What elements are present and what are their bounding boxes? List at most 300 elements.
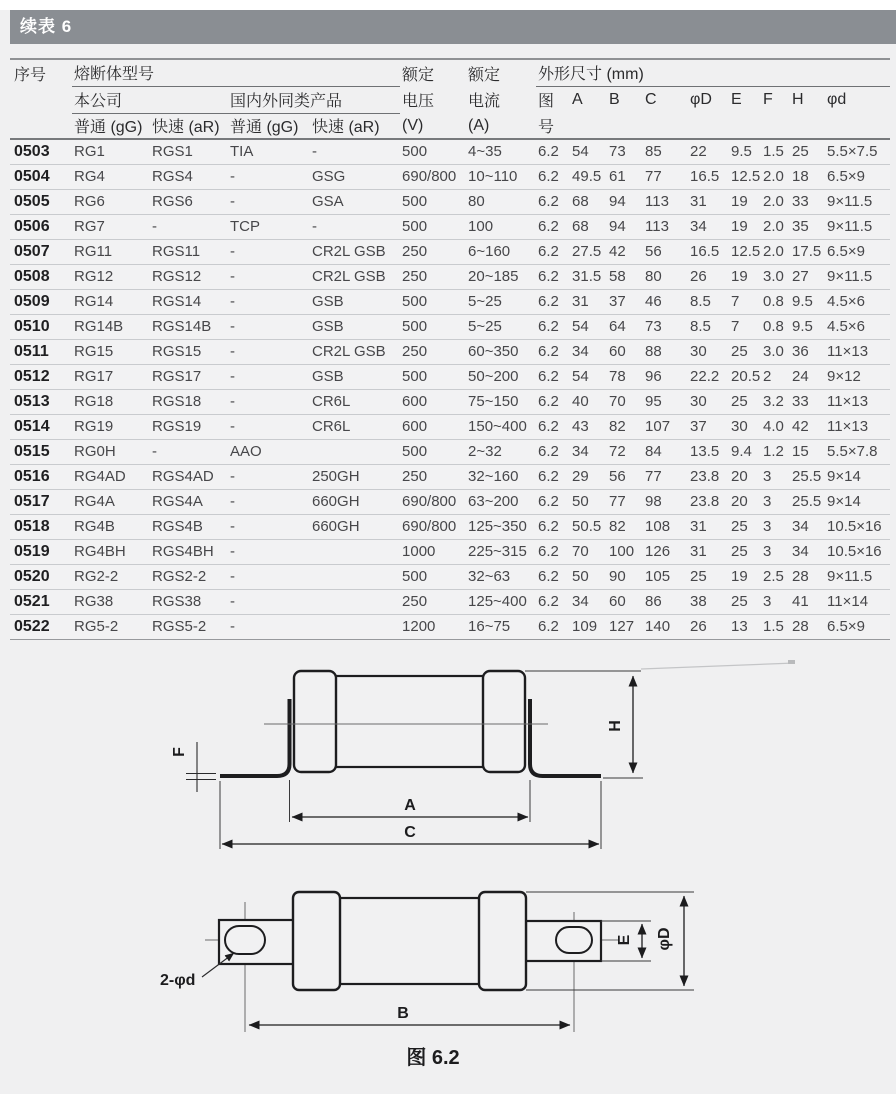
col-header-model-group: 熔断体型号 — [72, 59, 400, 86]
col-header-dim-F: F — [763, 90, 773, 108]
cell-dim-A: 40 — [570, 389, 607, 414]
dim-label-B: B — [397, 1004, 409, 1022]
cell-company-gg: RG1 — [72, 139, 150, 164]
fuse-right-cap-top — [479, 892, 526, 990]
cell-rated-voltage: 250 — [400, 339, 466, 364]
cell-dim-C: 80 — [643, 264, 688, 289]
cell-dim-B: 37 — [607, 289, 643, 314]
cell-serial: 0514 — [10, 414, 72, 439]
cell-dim-B: 100 — [607, 539, 643, 564]
cell-similar-ar: CR2L GSB — [310, 339, 400, 364]
cell-dim-B: 60 — [607, 589, 643, 614]
cell-similar-ar: GSG — [310, 164, 400, 189]
col-header-similar-products: 国内外同类产品 — [228, 86, 400, 113]
cell-rated-current: 5~25 — [466, 314, 536, 339]
cell-dim-phid: 11×13 — [825, 389, 890, 414]
cell-dim-F: 3 — [761, 539, 790, 564]
cell-rated-voltage: 690/800 — [400, 514, 466, 539]
cell-serial: 0507 — [10, 239, 72, 264]
cell-company-gg: RG14B — [72, 314, 150, 339]
cell-rated-current: 2~32 — [466, 439, 536, 464]
cell-dim-phid: 9×14 — [825, 464, 890, 489]
left-bracket-outline — [220, 699, 290, 776]
cell-rated-current: 80 — [466, 189, 536, 214]
cell-company-gg: RG4BH — [72, 539, 150, 564]
cell-dim-phiD: 23.8 — [688, 464, 729, 489]
cell-dim-A: 109 — [570, 614, 607, 639]
cell-dim-phiD: 31 — [688, 514, 729, 539]
cell-company-gg: RG4B — [72, 514, 150, 539]
cell-similar-gg: - — [228, 414, 310, 439]
cell-figure-no: 6.2 — [536, 364, 570, 389]
cell-similar-gg: TIA — [228, 139, 310, 164]
cell-figure-no: 6.2 — [536, 264, 570, 289]
cell-company-gg: RG11 — [72, 239, 150, 264]
dim-label-H: H — [607, 719, 624, 732]
cell-company-gg: RG14 — [72, 289, 150, 314]
cell-rated-current: 125~350 — [466, 514, 536, 539]
cell-dim-H: 42 — [790, 414, 825, 439]
cell-dim-C: 73 — [643, 314, 688, 339]
cell-serial: 0516 — [10, 464, 72, 489]
cell-similar-gg: - — [228, 164, 310, 189]
cell-dim-C: 107 — [643, 414, 688, 439]
cell-company-ar: RGS4A — [150, 489, 228, 514]
col-header-serial: 序号 — [10, 59, 72, 86]
cell-company-ar: RGS2-2 — [150, 564, 228, 589]
cell-figure-no: 6.2 — [536, 314, 570, 339]
cell-dim-H: 33 — [790, 189, 825, 214]
cell-dim-E: 13 — [729, 614, 761, 639]
cell-dim-E: 25 — [729, 339, 761, 364]
right-mounting-hole — [556, 927, 592, 953]
cell-serial: 0504 — [10, 164, 72, 189]
cell-company-ar: RGS12 — [150, 264, 228, 289]
cell-rated-voltage: 1200 — [400, 614, 466, 639]
fuse-right-cap-side — [483, 671, 525, 772]
table-row — [10, 514, 890, 539]
cell-serial: 0513 — [10, 389, 72, 414]
cell-dim-phid: 4.5×6 — [825, 314, 890, 339]
col-header-current-line1: 额定 — [466, 59, 536, 86]
cell-dim-F: 2.0 — [761, 164, 790, 189]
cell-figure-no: 6.2 — [536, 464, 570, 489]
fuse-side-view-diagram — [0, 650, 896, 850]
top-white-strip — [0, 0, 896, 10]
cell-rated-current: 32~63 — [466, 564, 536, 589]
cell-company-ar: RGS11 — [150, 239, 228, 264]
cell-dim-E: 25 — [729, 389, 761, 414]
cell-company-gg: RG12 — [72, 264, 150, 289]
cell-serial: 0518 — [10, 514, 72, 539]
cell-dim-C: 108 — [643, 514, 688, 539]
cell-dim-phid: 6.5×9 — [825, 239, 890, 264]
cell-dim-A: 31 — [570, 289, 607, 314]
cell-dim-phid: 6.5×9 — [825, 164, 890, 189]
dim-label-C: C — [404, 823, 416, 841]
cell-dim-phiD: 26 — [688, 614, 729, 639]
cell-dim-F: 3 — [761, 514, 790, 539]
cell-company-gg: RG38 — [72, 589, 150, 614]
cell-similar-gg: - — [228, 514, 310, 539]
cell-company-ar: - — [150, 214, 228, 239]
cell-dim-C: 86 — [643, 589, 688, 614]
cell-company-ar: RGS4 — [150, 164, 228, 189]
cell-rated-current: 6~160 — [466, 239, 536, 264]
cell-dim-E: 20 — [729, 489, 761, 514]
cell-dim-H: 28 — [790, 614, 825, 639]
cell-dim-H: 17.5 — [790, 239, 825, 264]
figure-caption: 图 6.2 — [406, 1046, 460, 1069]
col-header-dim-C: C — [645, 90, 657, 108]
cell-serial: 0522 — [10, 614, 72, 639]
col-header-voltage-line1: 额定 — [400, 59, 466, 86]
table-row — [10, 589, 890, 614]
cell-serial: 0503 — [10, 139, 72, 164]
col-header-dimensions-group: 外形尺寸 (mm) — [536, 59, 890, 86]
cell-rated-voltage: 500 — [400, 214, 466, 239]
cell-dim-A: 70 — [570, 539, 607, 564]
cell-similar-ar: CR2L GSB — [310, 264, 400, 289]
table-row — [10, 614, 890, 639]
cell-company-gg: RG17 — [72, 364, 150, 389]
fuse-table-body — [10, 139, 890, 639]
cell-rated-voltage: 500 — [400, 564, 466, 589]
cell-similar-gg: - — [228, 589, 310, 614]
cell-dim-phiD: 37 — [688, 414, 729, 439]
cell-dim-phiD: 16.5 — [688, 239, 729, 264]
cell-dim-F: 2.0 — [761, 189, 790, 214]
cell-dim-C: 113 — [643, 189, 688, 214]
cell-dim-phiD: 8.5 — [688, 314, 729, 339]
table-row — [10, 164, 890, 189]
fuse-left-cap-top — [293, 892, 340, 990]
cell-dim-F: 0.8 — [761, 314, 790, 339]
cell-dim-H: 36 — [790, 339, 825, 364]
table-row — [10, 414, 890, 439]
cell-figure-no: 6.2 — [536, 489, 570, 514]
cell-similar-gg: - — [228, 264, 310, 289]
cell-similar-ar: 250GH — [310, 464, 400, 489]
cell-company-ar: RGS18 — [150, 389, 228, 414]
cell-dim-C: 56 — [643, 239, 688, 264]
fuse-spec-table — [10, 58, 890, 640]
cell-dim-H: 33 — [790, 389, 825, 414]
cell-dim-phid: 11×13 — [825, 414, 890, 439]
dim-label-A: A — [404, 796, 416, 814]
col-header-figure-line1: 图 — [538, 93, 555, 111]
left-mounting-hole — [225, 926, 265, 954]
cell-company-gg: RG5-2 — [72, 614, 150, 639]
cell-rated-current: 50~200 — [466, 364, 536, 389]
cell-company-ar: RGS38 — [150, 589, 228, 614]
cell-dim-H: 25 — [790, 139, 825, 164]
cell-rated-current: 225~315 — [466, 539, 536, 564]
cell-dim-E: 19 — [729, 189, 761, 214]
cell-dim-E: 9.5 — [729, 139, 761, 164]
cell-rated-current: 125~400 — [466, 589, 536, 614]
cell-figure-no: 6.2 — [536, 539, 570, 564]
cell-dim-B: 90 — [607, 564, 643, 589]
cell-dim-F: 3.2 — [761, 389, 790, 414]
cell-dim-F: 3 — [761, 464, 790, 489]
cell-dim-E: 7 — [729, 289, 761, 314]
cell-dim-B: 72 — [607, 439, 643, 464]
cell-rated-current: 100 — [466, 214, 536, 239]
table-row — [10, 189, 890, 214]
col-header-dim-E: E — [731, 90, 742, 108]
cell-dim-H: 25.5 — [790, 464, 825, 489]
cell-dim-phiD: 30 — [688, 339, 729, 364]
cell-dim-phid: 9×11.5 — [825, 564, 890, 589]
table-row — [10, 289, 890, 314]
cell-dim-A: 31.5 — [570, 264, 607, 289]
cell-figure-no: 6.2 — [536, 564, 570, 589]
cell-rated-current: 4~35 — [466, 139, 536, 164]
cell-company-ar: RGS17 — [150, 364, 228, 389]
cell-rated-voltage: 250 — [400, 239, 466, 264]
cell-company-ar: RGS6 — [150, 189, 228, 214]
cell-dim-C: 85 — [643, 139, 688, 164]
cell-dim-E: 12.5 — [729, 239, 761, 264]
cell-figure-no: 6.2 — [536, 139, 570, 164]
cell-similar-ar — [310, 614, 400, 639]
cell-dim-E: 25 — [729, 514, 761, 539]
cell-dim-H: 27 — [790, 264, 825, 289]
cell-rated-current: 63~200 — [466, 489, 536, 514]
cell-company-gg: RG4 — [72, 164, 150, 189]
cell-figure-no: 6.2 — [536, 239, 570, 264]
cell-dim-B: 64 — [607, 314, 643, 339]
cell-dim-H: 41 — [790, 589, 825, 614]
cell-dim-phiD: 23.8 — [688, 489, 729, 514]
cell-dim-C: 96 — [643, 364, 688, 389]
cell-similar-gg: - — [228, 564, 310, 589]
cell-dim-H: 35 — [790, 214, 825, 239]
cell-dim-F: 2.5 — [761, 564, 790, 589]
dim-label-phiD: φD — [656, 927, 673, 950]
cell-rated-voltage: 690/800 — [400, 489, 466, 514]
cell-rated-current: 16~75 — [466, 614, 536, 639]
cell-similar-gg: TCP — [228, 214, 310, 239]
cell-dim-phid: 5.5×7.5 — [825, 139, 890, 164]
cell-serial: 0519 — [10, 539, 72, 564]
cell-figure-no: 6.2 — [536, 589, 570, 614]
table-row — [10, 339, 890, 364]
cell-dim-H: 34 — [790, 539, 825, 564]
cell-company-gg: RG4A — [72, 489, 150, 514]
cell-company-ar: RGS5-2 — [150, 614, 228, 639]
scan-artifact-line — [641, 663, 795, 669]
cell-dim-E: 7 — [729, 314, 761, 339]
cell-company-gg: RG19 — [72, 414, 150, 439]
cell-company-ar: RGS19 — [150, 414, 228, 439]
cell-dim-B: 73 — [607, 139, 643, 164]
col-header-dim-B: B — [609, 90, 620, 108]
cell-rated-current: 150~400 — [466, 414, 536, 439]
cell-dim-phiD: 13.5 — [688, 439, 729, 464]
cell-similar-gg: AAO — [228, 439, 310, 464]
cell-rated-voltage: 690/800 — [400, 164, 466, 189]
cell-dim-phiD: 38 — [688, 589, 729, 614]
cell-dim-A: 34 — [570, 339, 607, 364]
cell-dim-B: 77 — [607, 489, 643, 514]
cell-rated-current: 5~25 — [466, 289, 536, 314]
table-row — [10, 214, 890, 239]
col-header-dim-phid: φd — [827, 90, 847, 108]
cell-similar-ar: - — [310, 139, 400, 164]
cell-dim-F: 3 — [761, 489, 790, 514]
right-bracket-outline — [530, 699, 601, 776]
table-row — [10, 464, 890, 489]
cell-similar-gg: - — [228, 389, 310, 414]
col-header-company-gg: 普通 (gG) — [72, 113, 150, 139]
cell-dim-phiD: 8.5 — [688, 289, 729, 314]
cell-dim-phid: 10.5×16 — [825, 514, 890, 539]
cell-serial: 0515 — [10, 439, 72, 464]
cell-dim-phid: 9×11.5 — [825, 189, 890, 214]
cell-dim-phid: 9×11.5 — [825, 214, 890, 239]
col-header-company-ar: 快速 (aR) — [150, 113, 228, 139]
cell-serial: 0508 — [10, 264, 72, 289]
cell-dim-B: 82 — [607, 414, 643, 439]
cell-similar-ar — [310, 564, 400, 589]
cell-rated-voltage: 500 — [400, 314, 466, 339]
cell-similar-ar: GSB — [310, 289, 400, 314]
cell-company-ar: RGS1 — [150, 139, 228, 164]
cell-rated-current: 10~110 — [466, 164, 536, 189]
cell-dim-phid: 5.5×7.8 — [825, 439, 890, 464]
cell-serial: 0506 — [10, 214, 72, 239]
cell-rated-voltage: 500 — [400, 364, 466, 389]
dim-label-2-phid: 2-φd — [160, 971, 196, 989]
table-continuation-label: 续表 6 — [20, 17, 73, 36]
cell-figure-no: 6.2 — [536, 164, 570, 189]
col-header-company: 本公司 — [72, 86, 228, 113]
table-row — [10, 364, 890, 389]
cell-serial: 0521 — [10, 589, 72, 614]
cell-dim-B: 60 — [607, 339, 643, 364]
cell-dim-B: 94 — [607, 214, 643, 239]
cell-similar-ar — [310, 439, 400, 464]
cell-dim-F: 2 — [761, 364, 790, 389]
cell-dim-A: 27.5 — [570, 239, 607, 264]
cell-dim-phiD: 16.5 — [688, 164, 729, 189]
cell-rated-voltage: 500 — [400, 289, 466, 314]
col-header-dim-A: A — [572, 90, 583, 108]
table-header — [10, 59, 890, 139]
cell-dim-phid: 6.5×9 — [825, 614, 890, 639]
cell-dim-F: 3.0 — [761, 264, 790, 289]
cell-dim-H: 9.5 — [790, 314, 825, 339]
cell-figure-no: 6.2 — [536, 189, 570, 214]
cell-dim-F: 2.0 — [761, 214, 790, 239]
table-row — [10, 239, 890, 264]
cell-similar-ar: GSA — [310, 189, 400, 214]
cell-dim-E: 12.5 — [729, 164, 761, 189]
cell-dim-phiD: 26 — [688, 264, 729, 289]
cell-company-gg: RG18 — [72, 389, 150, 414]
cell-company-gg: RG4AD — [72, 464, 150, 489]
cell-dim-phid: 11×13 — [825, 339, 890, 364]
cell-serial: 0512 — [10, 364, 72, 389]
cell-rated-voltage: 1000 — [400, 539, 466, 564]
cell-dim-A: 50 — [570, 489, 607, 514]
cell-dim-H: 9.5 — [790, 289, 825, 314]
cell-dim-H: 18 — [790, 164, 825, 189]
cell-dim-E: 20 — [729, 464, 761, 489]
cell-rated-voltage: 500 — [400, 439, 466, 464]
cell-dim-phiD: 30 — [688, 389, 729, 414]
cell-dim-A: 68 — [570, 214, 607, 239]
col-header-empty — [10, 86, 72, 113]
cell-dim-C: 84 — [643, 439, 688, 464]
cell-rated-voltage: 600 — [400, 389, 466, 414]
cell-dim-C: 113 — [643, 214, 688, 239]
cell-company-ar: RGS15 — [150, 339, 228, 364]
table-row — [10, 264, 890, 289]
fuse-barrel-side — [334, 676, 485, 767]
dim-label-F: F — [171, 746, 188, 757]
cell-similar-ar: - — [310, 214, 400, 239]
cell-dim-F: 1.5 — [761, 614, 790, 639]
cell-dim-phid: 4.5×6 — [825, 289, 890, 314]
cell-rated-voltage: 500 — [400, 189, 466, 214]
cell-company-ar: RGS4B — [150, 514, 228, 539]
cell-dim-H: 28 — [790, 564, 825, 589]
cell-similar-gg: - — [228, 464, 310, 489]
cell-rated-voltage: 250 — [400, 464, 466, 489]
cell-rated-current: 32~160 — [466, 464, 536, 489]
cell-dim-A: 68 — [570, 189, 607, 214]
cell-dim-B: 78 — [607, 364, 643, 389]
table-row — [10, 489, 890, 514]
cell-company-ar: RGS14B — [150, 314, 228, 339]
cell-figure-no: 6.2 — [536, 214, 570, 239]
col-header-current-line2: 电流 — [468, 93, 501, 110]
cell-dim-C: 77 — [643, 464, 688, 489]
cell-similar-gg: - — [228, 489, 310, 514]
cell-dim-C: 95 — [643, 389, 688, 414]
cell-rated-current: 20~185 — [466, 264, 536, 289]
col-header-current-unit: (A) — [466, 113, 536, 139]
cell-similar-gg: - — [228, 614, 310, 639]
table-row — [10, 539, 890, 564]
cell-dim-C: 140 — [643, 614, 688, 639]
cell-company-gg: RG15 — [72, 339, 150, 364]
table-row — [10, 564, 890, 589]
cell-dim-H: 25.5 — [790, 489, 825, 514]
cell-serial: 0520 — [10, 564, 72, 589]
cell-dim-F: 1.5 — [761, 139, 790, 164]
fuse-left-cap-side — [294, 671, 336, 772]
cell-dim-A: 54 — [570, 314, 607, 339]
figure-area — [0, 650, 896, 1070]
cell-figure-no: 6.2 — [536, 614, 570, 639]
cell-dim-B: 82 — [607, 514, 643, 539]
cell-similar-ar: CR6L — [310, 389, 400, 414]
cell-serial: 0511 — [10, 339, 72, 364]
cell-serial: 0505 — [10, 189, 72, 214]
cell-rated-voltage: 250 — [400, 589, 466, 614]
cell-rated-current: 75~150 — [466, 389, 536, 414]
cell-dim-E: 20.5 — [729, 364, 761, 389]
table-row — [10, 389, 890, 414]
cell-dim-phiD: 22 — [688, 139, 729, 164]
cell-dim-A: 54 — [570, 139, 607, 164]
cell-company-ar: RGS14 — [150, 289, 228, 314]
cell-dim-phid: 9×14 — [825, 489, 890, 514]
